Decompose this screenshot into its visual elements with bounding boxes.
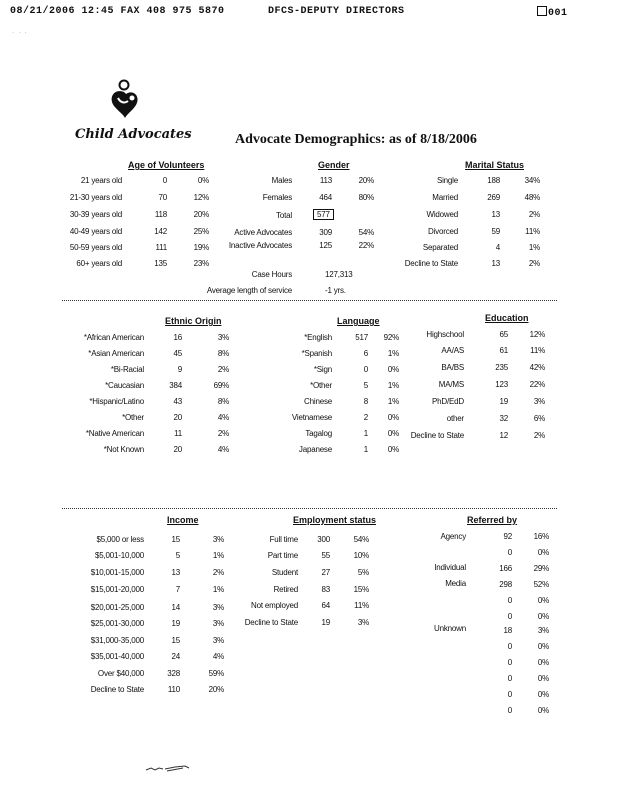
ethnic-row-label: *African American [83,333,144,342]
ethnic-row-label: *Other [122,413,144,422]
gender-row-pct: 54% [358,228,374,237]
income-row-pct: 59% [208,669,224,678]
ethnic-row-count: 11 [174,429,182,438]
language-row-count: 8 [363,397,368,406]
income-row-count: 14 [171,603,180,612]
referred-row-pct: 29% [533,564,549,573]
referred-row-count: 0 [507,706,512,715]
language-row-count: 1 [363,445,368,454]
employment-row-count: 27 [321,568,330,577]
referred-row-pct: 16% [533,532,549,541]
employment-row-label: Decline to State [244,618,298,627]
employment-row-label: Not employed [251,601,298,610]
age-row-count: 135 [154,259,167,268]
language-row-pct: 1% [387,349,399,358]
marital-header: Marital Status [465,160,525,170]
income-row-label: Over $40,000 [97,669,144,678]
language-row-pct: 1% [387,397,399,406]
education-row-label: PhD/EdD [432,397,464,406]
age-header: Age of Volunteers [128,160,205,170]
marital-row-pct: 2% [528,259,540,268]
marital-row-count: 59 [491,227,500,236]
language-row-count: 6 [363,349,368,358]
income-row-pct: 20% [208,685,224,694]
marital-row-label: Widowed [426,210,458,219]
referred-row-pct: 0% [537,706,549,715]
gender-row-label: Males [271,176,292,185]
employment-row-pct: 5% [357,568,369,577]
age-row-count: 0 [162,176,167,185]
ethnic-row-label: *Native American [85,429,144,438]
income-row-pct: 1% [212,585,224,594]
referred-row-count: 0 [507,658,512,667]
income-row-count: 15 [171,636,180,645]
language-row-pct: 0% [387,365,399,374]
income-row-pct: 3% [212,603,224,612]
gender-row-count: 125 [319,241,332,250]
referred-row-pct: 0% [537,548,549,557]
referred-row-pct: 52% [533,580,549,589]
income-row-label: $35,001-40,000 [90,652,144,661]
referred-row-count: 0 [507,596,512,605]
child-advocates-logo-icon [106,78,146,126]
education-row-pct: 12% [529,330,545,339]
gender-header: Gender [318,160,350,170]
education-row-count: 12 [499,431,508,440]
gender-row-label: Inactive Advocates [228,241,292,250]
age-row-pct: 19% [193,243,209,252]
income-row-count: 5 [175,551,180,560]
employment-row-pct: 54% [353,535,369,544]
marital-row-pct: 1% [528,243,540,252]
education-row-label: Decline to State [410,431,464,440]
ethnic-row-pct: 2% [217,429,229,438]
ethnic-row-pct: 2% [217,365,229,374]
age-row-label: 40-49 years old [69,227,122,236]
gender-row-label: Total [276,211,292,220]
language-row-label: Chinese [304,397,332,406]
marital-row-pct: 11% [525,227,540,236]
gender-row-pct: 20% [358,176,374,185]
ethnic-row-count: 9 [177,365,182,374]
age-row-label: 60+ years old [76,259,122,268]
referred-row-count: 166 [499,564,512,573]
age-row-count: 142 [154,227,167,236]
ethnic-row-label: *Not Known [103,445,144,454]
income-row-label: $20,001-25,000 [90,603,144,612]
fax-speck: · · · [12,30,27,36]
age-row-label: 50-59 years old [69,243,122,252]
logo-text: Child Advocates [75,127,192,142]
referred-row-count: 298 [499,580,512,589]
language-row-count: 2 [363,413,368,422]
education-row-label: MA/MS [438,380,464,389]
marital-row-label: Single [436,176,458,185]
employment-row-count: 83 [321,585,330,594]
education-row-label: BA/BS [441,363,464,372]
ethnic-row-pct: 3% [217,333,229,342]
language-row-count: 1 [363,429,368,438]
employment-row-pct: 15% [353,585,369,594]
income-row-label: $10,001-15,000 [90,568,144,577]
language-row-label: *Sign [313,365,332,374]
marital-row-label: Decline to State [404,259,458,268]
ethnic-row-count: 20 [173,445,182,454]
education-row-label: AA/AS [441,346,464,355]
ethnic-row-pct: 8% [217,349,229,358]
fax-page-number: 001 [537,6,568,19]
education-row-pct: 22% [529,380,545,389]
age-row-label: 21 years old [80,176,122,185]
education-row-label: other [446,414,464,423]
avg-service-label: Average length of service [206,286,292,295]
fax-page-icon [537,6,547,16]
gender-row-label: Females [262,193,292,202]
ethnic-row-count: 43 [173,397,182,406]
education-row-count: 65 [499,330,508,339]
language-row-pct: 92% [383,333,399,342]
referred-row-count: 0 [507,642,512,651]
referred-row-pct: 0% [537,612,549,621]
marital-row-label: Married [432,193,458,202]
language-row-label: *English [304,333,332,342]
language-row-pct: 0% [387,445,399,454]
referred-row-count: 0 [507,674,512,683]
income-row-count: 13 [171,568,180,577]
income-row-pct: 3% [212,636,224,645]
language-row-label: Japanese [298,445,332,454]
language-row-pct: 0% [387,429,399,438]
age-row-count: 118 [154,210,167,219]
gender-row-pct: 22% [358,241,374,250]
case-hours-label: Case Hours [251,270,292,279]
employment-row-count: 300 [317,535,330,544]
marital-row-label: Divorced [428,227,458,236]
ethnic-row-pct: 4% [217,445,229,454]
income-row-label: $15,001-20,000 [90,585,144,594]
language-row-count: 517 [355,333,368,342]
ethnic-row-label: *Caucasian [105,381,144,390]
income-header: Income [167,515,199,525]
gender-row-count: 113 [319,176,332,185]
gender-total-count: 577 [313,209,334,220]
income-row-count: 110 [167,685,180,694]
referred-row-pct: 3% [537,626,549,635]
income-row-pct: 3% [212,619,224,628]
age-row-label: 30-39 years old [69,210,122,219]
language-row-pct: 0% [387,413,399,422]
fax-sender: DFCS-DEPUTY DIRECTORS [268,6,405,17]
gender-row-pct: 80% [358,193,374,202]
age-row-count: 70 [158,193,167,202]
ethnic-row-pct: 69% [213,381,229,390]
income-row-label: Decline to State [90,685,144,694]
fax-datetime-line: 08/21/2006 12:45 FAX 408 975 5870 [10,6,225,17]
age-row-label: 21-30 years old [69,193,122,202]
referred-row-label: Individual [434,563,466,572]
income-row-count: 328 [167,669,180,678]
age-row-pct: 23% [193,259,209,268]
employment-row-label: Student [271,568,298,577]
marital-row-count: 269 [487,193,500,202]
employment-row-label: Part time [267,551,298,560]
education-row-count: 235 [495,363,508,372]
referred-row-count: 92 [503,532,512,541]
ethnic-row-label: *Asian American [88,349,144,358]
referred-row-pct: 0% [537,658,549,667]
case-hours-value: 127,313 [325,270,353,279]
language-row-count: 5 [363,381,368,390]
ethnic-row-count: 45 [173,349,182,358]
language-row-pct: 1% [387,381,399,390]
education-row-count: 32 [499,414,508,423]
marital-row-count: 13 [491,210,500,219]
employment-row-count: 55 [321,551,330,560]
ethnic-row-pct: 4% [217,413,229,422]
education-row-pct: 42% [529,363,545,372]
marital-row-count: 13 [491,259,500,268]
age-row-pct: 0% [197,176,209,185]
employment-row-label: Full time [269,535,298,544]
income-row-label: $31,000-35,000 [90,636,144,645]
marital-row-pct: 48% [524,193,540,202]
age-row-pct: 25% [193,227,209,236]
referred-row-pct: 0% [537,690,549,699]
ethnic-row-count: 384 [169,381,182,390]
language-row-label: Vietnamese [291,413,332,422]
income-row-label: $5,001-10,000 [94,551,144,560]
gender-row-label: Active Advocates [234,228,292,237]
referred-row-pct: 0% [537,596,549,605]
age-row-pct: 20% [193,210,209,219]
marital-row-count: 4 [495,243,500,252]
employment-row-count: 19 [321,618,330,627]
marital-row-pct: 2% [528,210,540,219]
employment-row-pct: 11% [354,601,369,610]
referred-header: Referred by [467,515,518,525]
income-row-count: 15 [171,535,180,544]
gender-row-count: 464 [319,193,332,202]
income-row-pct: 2% [212,568,224,577]
education-row-label: Highschool [426,330,464,339]
referred-row-pct: 0% [537,674,549,683]
referred-row-count: 0 [507,690,512,699]
ethnic-header: Ethnic Origin [165,316,222,326]
income-row-count: 7 [175,585,180,594]
education-header: Education [485,313,529,323]
income-row-label: $5,000 or less [96,535,144,544]
income-row-count: 19 [171,619,180,628]
referred-row-label: Agency [440,532,466,541]
marital-row-pct: 34% [524,176,540,185]
language-row-label: *Other [310,381,332,390]
age-row-count: 111 [155,243,167,252]
referred-row-pct: 0% [537,642,549,651]
referred-row-count: 18 [503,626,512,635]
language-header: Language [337,316,380,326]
marital-row-count: 188 [487,176,500,185]
income-row-label: $25,001-30,000 [90,619,144,628]
marital-row-label: Separated [422,243,458,252]
education-row-count: 19 [499,397,508,406]
education-row-pct: 6% [533,414,545,423]
page-title: Advocate Demographics: as of 8/18/2006 [235,132,477,147]
section-divider [62,300,557,301]
referred-row-count: 0 [507,612,512,621]
language-row-count: 0 [363,365,368,374]
employment-header: Employment status [293,515,377,525]
education-row-pct: 3% [533,397,545,406]
section-divider [62,508,557,509]
ethnic-row-label: *Bi-Racial [110,365,144,374]
income-row-count: 24 [171,652,180,661]
ethnic-row-label: *Hispanic/Latino [89,397,144,406]
education-row-pct: 11% [530,346,545,355]
education-row-count: 123 [495,380,508,389]
gender-total-box [313,209,334,220]
language-row-label: Tagalog [305,429,332,438]
income-row-pct: 1% [212,551,224,560]
ethnic-row-count: 20 [173,413,182,422]
employment-row-pct: 10% [353,551,369,560]
referred-row-label: Unknown [434,624,466,633]
referred-row-count: 0 [507,548,512,557]
employment-row-pct: 3% [357,618,369,627]
referred-row-label: Media [445,579,466,588]
income-row-pct: 3% [212,535,224,544]
education-row-count: 61 [499,346,508,355]
income-row-pct: 4% [212,652,224,661]
language-row-label: *Spanish [301,349,332,358]
ethnic-row-count: 16 [173,333,182,342]
ethnic-row-pct: 8% [217,397,229,406]
avg-service-value: -1 yrs. [325,286,346,295]
scribble-mark-icon [145,762,191,774]
age-row-pct: 12% [193,193,209,202]
employment-row-label: Retired [273,585,298,594]
gender-row-count: 309 [319,228,332,237]
employment-row-count: 64 [321,601,330,610]
education-row-pct: 2% [533,431,545,440]
